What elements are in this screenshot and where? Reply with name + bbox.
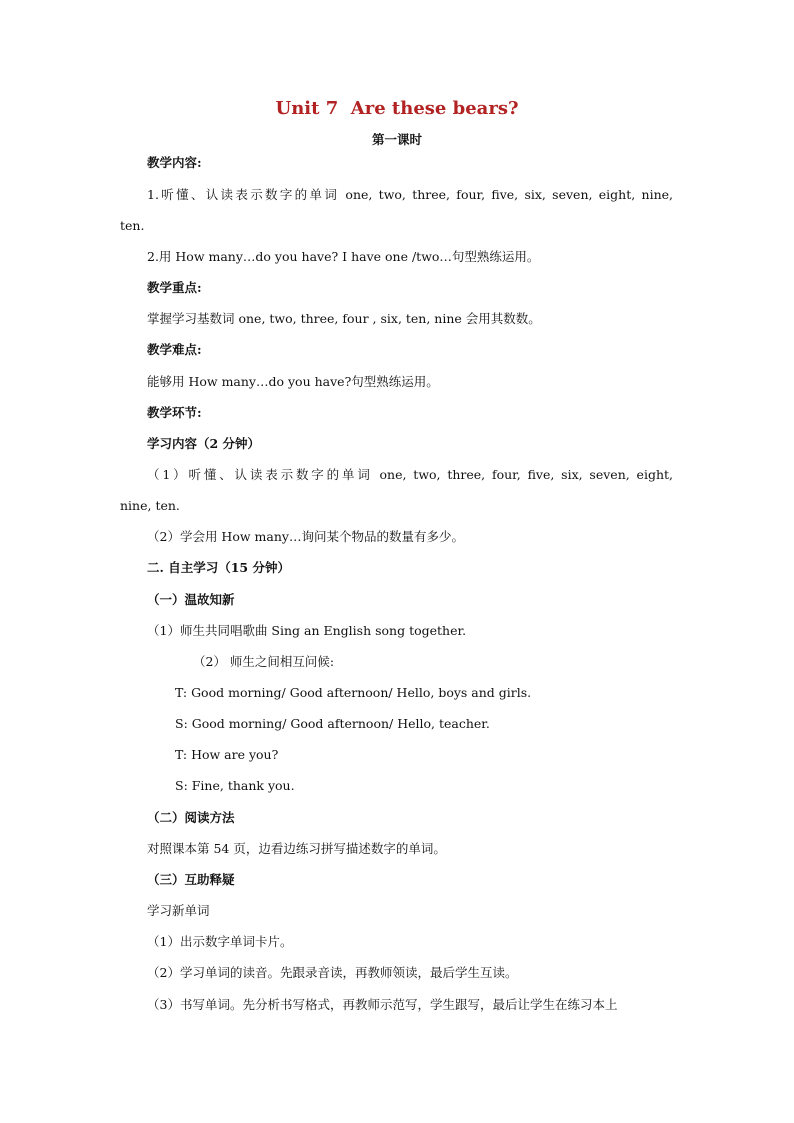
dialogue-line: S: Fine, thank you. — [175, 778, 295, 793]
paragraph-line: 1.听懂、认读表示数字的单词 one, two, three, four, five, six, seven, eight, nine, — [147, 187, 673, 202]
paragraph-line: 对照课本第 54 页，边看边练习拼写描述数字的单词。 — [147, 841, 446, 856]
paragraph-line: 2.用 How many…do you have? I have one /two…句型熟练运用。 — [147, 249, 540, 264]
dialogue-line: T: How are you? — [175, 747, 279, 762]
paragraph-line: nine, ten. — [120, 498, 180, 513]
paragraph-line: （1）听懂、认读表示数字的单词 one, two, three, four, five, six, seven, eight, — [147, 467, 673, 482]
section-heading-difficulties: 教学难点: — [147, 342, 202, 357]
paragraph-line: （2）学会用 How many…询问某个物品的数量有多少。 — [147, 529, 464, 544]
paragraph-line: （1）出示数字单词卡片。 — [147, 934, 293, 949]
document-title: Unit 7 Are these bears? — [275, 98, 519, 119]
paragraph-line: （1）师生共同唱歌曲 Sing an English song together. — [147, 623, 467, 638]
subsection-heading: （三）互助释疑 — [147, 872, 235, 887]
paragraph-line: （3）书写单词。先分析书写格式，再教师示范写，学生跟写，最后让学生在练习本上 — [147, 997, 618, 1012]
paragraph-line: 能够用 How many…do you have?句型熟练运用。 — [147, 374, 439, 389]
section-heading-learning: 学习内容（2 分钟） — [147, 436, 261, 451]
subsection-heading: （二）阅读方法 — [147, 810, 235, 825]
section-heading-steps: 教学环节: — [147, 405, 202, 420]
paragraph-line: （2）学习单词的读音。先跟录音读，再教师领读，最后学生互读。 — [147, 965, 518, 980]
document-subtitle: 第一课时 — [371, 132, 422, 147]
paragraph-line: 学习新单词 — [147, 903, 210, 918]
dialogue-line: T: Good morning/ Good afternoon/ Hello, boys and girls. — [175, 685, 532, 700]
paragraph-line: 掌握学习基数词 one, two, three, four , six, ten, nine 会用其数数。 — [147, 311, 541, 326]
dialogue-line: S: Good morning/ Good afternoon/ Hello, teacher. — [175, 716, 490, 731]
paragraph-line: ten. — [120, 218, 145, 233]
subsection-heading: （一）温故知新 — [147, 592, 235, 607]
section-heading-key-points: 教学重点: — [147, 280, 202, 295]
paragraph-line: （2） 师生之间相互问候: — [193, 654, 335, 669]
section-heading-self-study: 二. 自主学习（15 分钟） — [147, 560, 290, 575]
section-heading-content: 教学内容: — [147, 155, 202, 170]
